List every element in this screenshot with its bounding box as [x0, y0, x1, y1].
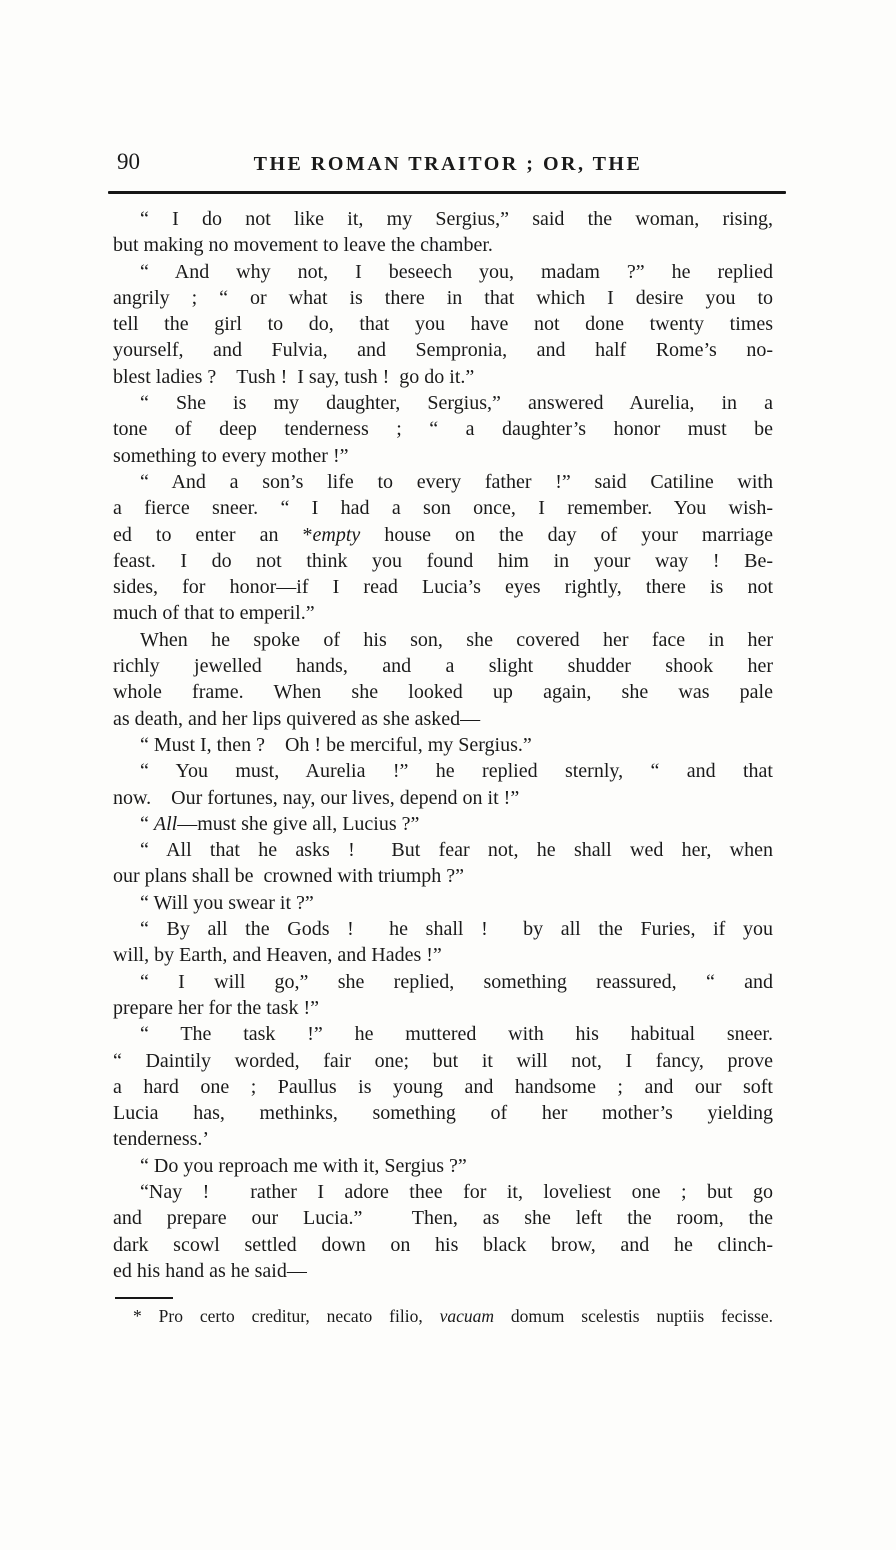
paragraph — [113, 627, 773, 732]
text-line — [113, 259, 773, 285]
text-line — [113, 811, 773, 837]
text-line — [113, 469, 773, 495]
text-line — [113, 1100, 773, 1126]
text-run: “ Daintily worded, fair one; but it will not, I fancy, prove — [113, 1049, 773, 1072]
paragraph — [113, 1021, 773, 1152]
text-run: prepare her for the task !” — [113, 996, 319, 1019]
text-line — [113, 837, 773, 863]
text-run: sides, for honor—if I read Lucia’s eyes rightly, there is not — [113, 576, 773, 599]
paragraph — [113, 758, 773, 811]
text-line — [113, 390, 773, 416]
paragraph — [113, 1179, 773, 1284]
paragraph — [113, 890, 773, 916]
text-line — [113, 969, 773, 995]
text-line — [113, 1074, 773, 1100]
text-line — [113, 311, 773, 337]
text-run: —must she give all, Lucius ?” — [177, 812, 420, 835]
text-run: something to every mother !” — [113, 444, 349, 467]
text-run: our plans shall be crowned with triumph ?” — [113, 865, 465, 888]
text-run: * Pro certo creditur, necato filio, — [133, 1306, 440, 1326]
text-run: “ Must I, then ? Oh ! be merciful, my Sergius.” — [140, 733, 532, 756]
text-run: blest ladies ? Tush ! I say, tush ! go do it.” — [113, 365, 475, 388]
text-run: much of that to emperil.” — [113, 602, 315, 625]
text-run: “ And why not, I beseech you, madam ?” he replied — [140, 260, 773, 283]
text-line — [113, 364, 773, 390]
text-line — [113, 1021, 773, 1047]
text-run: domum scelestis nuptiis fecisse. — [494, 1306, 773, 1326]
italic-run: All — [153, 812, 178, 835]
text-line — [113, 706, 773, 732]
text-run: a fierce sneer. “ I had a son once, I remember. You wish- — [113, 497, 773, 520]
text-run: will, by Earth, and Heaven, and Hades !” — [113, 944, 442, 967]
text-run: whole frame. When she looked up again, she was pale — [113, 681, 773, 704]
text-run: tell the girl to do, that you have not done twenty times — [113, 313, 773, 336]
paragraph — [113, 969, 773, 1022]
text-run: “ Will you swear it ?” — [140, 891, 314, 914]
text-line — [113, 548, 773, 574]
text-run: When he spoke of his son, she covered her face in her — [140, 628, 773, 651]
text-run: and prepare our Lucia.” Then, as she left the room, the — [113, 1207, 773, 1230]
text-line — [113, 443, 773, 469]
text-line — [113, 785, 773, 811]
text-line — [113, 416, 773, 442]
text-line — [113, 732, 773, 758]
text-run: “ — [140, 812, 154, 835]
running-title: THE ROMAN TRAITOR ; OR, THE — [253, 153, 643, 175]
text-run: “Nay ! rather I adore thee for it, loveliest one ; but go — [140, 1180, 773, 1203]
text-line — [113, 522, 773, 548]
paragraph — [113, 390, 773, 469]
text-line — [113, 679, 773, 705]
paragraph — [113, 811, 773, 837]
text-run: house on the day of your marriage — [360, 523, 773, 546]
text-run: “ The task !” he muttered with his habitual sneer. — [140, 1023, 773, 1046]
text-run: “ All that he asks ! But fear not, he shall wed her, when — [140, 839, 773, 862]
text-run: but making no movement to leave the chamber. — [113, 234, 493, 257]
text-line — [113, 653, 773, 679]
paragraph — [113, 916, 773, 969]
text-run: feast. I do not think you found him in your way ! Be- — [113, 549, 773, 572]
italic-run: vacuam — [439, 1306, 495, 1326]
text-line — [113, 1179, 773, 1205]
paragraph — [113, 206, 773, 259]
text-line — [113, 942, 773, 968]
text-run: ed to enter an * — [113, 523, 313, 546]
footnote-separator — [115, 1297, 173, 1299]
text-line — [113, 285, 773, 311]
text-run: a hard one ; Paullus is young and handsome ; and our soft — [113, 1075, 773, 1098]
text-line — [113, 600, 773, 626]
paragraph — [113, 259, 773, 390]
text-run: angrily ; “ or what is there in that which I desire you to — [113, 286, 773, 309]
italic-run: empty — [312, 523, 361, 546]
text-run: “ She is my daughter, Sergius,” answered Aurelia, in a — [140, 392, 773, 415]
text-line — [113, 890, 773, 916]
text-run: “ Do you reproach me with it, Sergius ?” — [140, 1154, 467, 1177]
page-body — [113, 206, 773, 1284]
text-line — [113, 1153, 773, 1179]
text-line — [113, 995, 773, 1021]
text-run: richly jewelled hands, and a slight shudder shook her — [113, 655, 773, 678]
text-line — [113, 206, 773, 232]
text-line — [113, 1232, 773, 1258]
text-run: dark scowl settled down on his black brow, and he clinch- — [113, 1233, 773, 1256]
text-line — [113, 1205, 773, 1231]
text-run: tone of deep tenderness ; “ a daughter’s honor must be — [113, 418, 773, 441]
text-line — [113, 627, 773, 653]
text-run: now. Our fortunes, nay, our lives, depend on it !” — [113, 786, 520, 809]
header-rule — [108, 191, 786, 194]
text-run: “ I do not like it, my Sergius,” said the woman, rising, — [140, 208, 773, 230]
text-run: “ You must, Aurelia !” he replied sternly, “ and that — [140, 760, 773, 783]
text-run: yourself, and Fulvia, and Sempronia, and half Rome’s no- — [113, 339, 773, 362]
text-line — [113, 758, 773, 784]
text-line — [113, 1048, 773, 1074]
text-run: “ I will go,” she replied, something reassured, “ and — [140, 970, 773, 993]
text-run: “ And a son’s life to every father !” said Catiline with — [140, 470, 773, 493]
page-number: 90 — [117, 149, 140, 174]
paragraph — [113, 837, 773, 890]
paragraph — [113, 732, 773, 758]
text-line — [113, 337, 773, 363]
text-line — [113, 495, 773, 521]
text-line — [113, 916, 773, 942]
text-line — [113, 863, 773, 889]
text-line — [113, 1126, 773, 1152]
text-line — [113, 232, 773, 258]
footnote-text — [113, 1304, 773, 1328]
text-line — [113, 1258, 773, 1284]
text-run: tenderness.’ — [113, 1128, 210, 1151]
text-line — [113, 574, 773, 600]
text-run: as death, and her lips quivered as she asked— — [113, 707, 481, 730]
text-run: “ By all the Gods ! he shall ! by all the Furies, if you — [140, 918, 773, 941]
paragraph — [113, 1153, 773, 1179]
text-run: ed his hand as he said— — [113, 1259, 307, 1282]
paragraph — [113, 469, 773, 627]
text-run: Lucia has, methinks, something of her mother’s yielding — [113, 1102, 773, 1125]
